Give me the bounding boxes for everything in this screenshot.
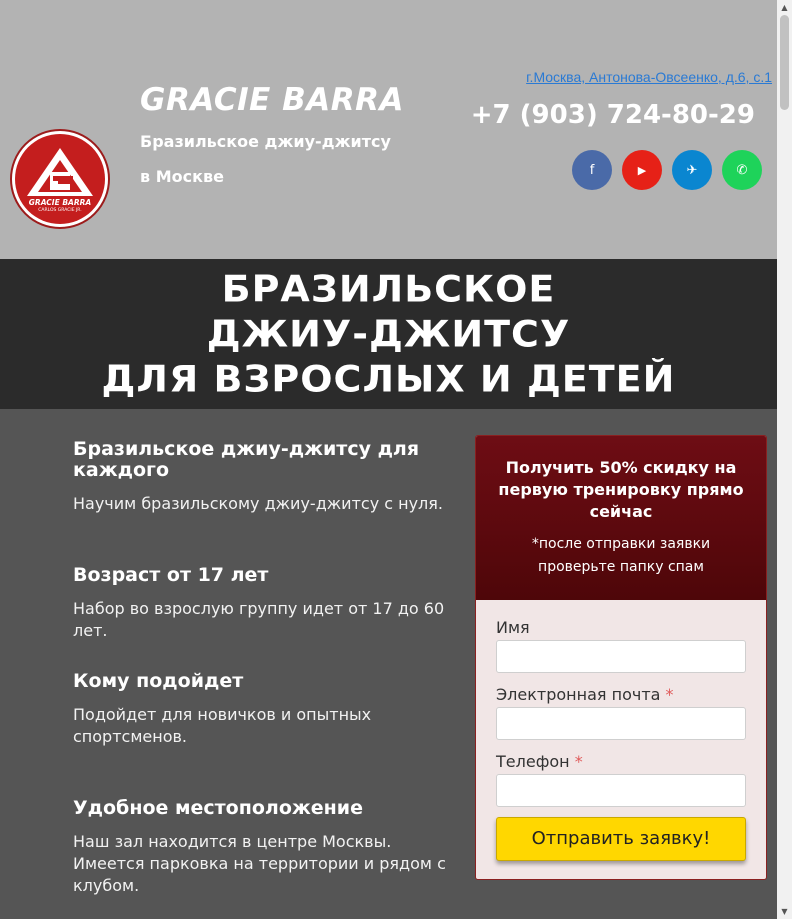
logo-emblem: [15, 134, 105, 224]
discount-form: [475, 435, 767, 880]
feature-item: [73, 798, 453, 897]
brand-subtitle: Бразильское джиу-джитсу в Москве: [140, 132, 391, 186]
whatsapp-icon[interactable]: [722, 150, 762, 190]
feature-text: Подойдет для новичков и опытных спортсменов.: [73, 705, 372, 746]
form-header: [476, 436, 766, 600]
feature-title: Удобное местоположение: [73, 797, 364, 819]
feature-text: Набор во взрослую группу идет от 17 до 60 лет.: [73, 599, 445, 640]
form-note: *после отправки заявки проверьте папку спам: [531, 536, 711, 575]
youtube-glyph: ▶: [637, 163, 647, 177]
gracie-barra-logo[interactable]: [10, 129, 110, 229]
name-label: [496, 618, 530, 637]
feature-text: Научим бразильскому джиу-джитсу с нуля.: [73, 494, 443, 513]
logo-text-brand: GRACIE BARRA: [28, 198, 92, 207]
logo-g-icon: [23, 146, 97, 198]
hero-line-2: ДЖИУ-ДЖИТСУ: [206, 313, 571, 355]
email-label-text: Электронная почта: [496, 685, 661, 704]
feature-title: Кому подойдет: [73, 670, 244, 692]
name-field[interactable]: [496, 640, 746, 673]
telegram-glyph: ✈: [686, 162, 698, 178]
whatsapp-glyph: ✆: [736, 162, 748, 178]
feature-title: Возраст от 17 лет: [73, 564, 269, 586]
scroll-thumb[interactable]: [780, 15, 789, 110]
submit-button[interactable]: Отправить заявку!: [496, 817, 746, 861]
required-mark: *: [574, 752, 583, 771]
address-link[interactable]: г.Москва, Антонова-Овсеенко, д.6, с.1: [526, 69, 772, 85]
scroll-up-icon[interactable]: ▲: [781, 3, 788, 12]
telegram-icon[interactable]: [672, 150, 712, 190]
hero-line-3: ДЛЯ ВЗРОСЛЫХ И ДЕТЕЙ: [101, 358, 676, 400]
email-label: [496, 685, 674, 704]
site-header: [0, 0, 777, 259]
required-mark: *: [665, 685, 674, 704]
phone-label: [496, 752, 583, 771]
hero-line-1: БРАЗИЛЬСКОЕ: [221, 268, 556, 310]
scroll-down-icon[interactable]: ▼: [781, 907, 788, 916]
hero-banner: [0, 259, 777, 409]
facebook-icon[interactable]: [572, 150, 612, 190]
phone-field[interactable]: [496, 774, 746, 807]
feature-item: [73, 565, 453, 642]
page-scrollbar[interactable]: [777, 0, 792, 919]
email-field[interactable]: [496, 707, 746, 740]
form-heading: Получить 50% скидку на первую тренировку прямо сейчас: [498, 458, 744, 521]
feature-item: [73, 671, 453, 748]
logo-text-founder: CARLOS GRACIE JR.: [38, 208, 82, 213]
name-label-text: Имя: [496, 618, 530, 637]
feature-text: Наш зал находится в центре Москвы. Имеется парковка на территории и рядом с клубом.: [73, 832, 446, 895]
phone-number[interactable]: +7 (903) 724-80-29: [470, 100, 755, 130]
feature-item: [73, 439, 453, 515]
phone-label-text: Телефон: [496, 752, 570, 771]
facebook-glyph: f: [589, 162, 595, 178]
feature-title: Бразильское джиу-джитсу для каждого: [73, 438, 420, 481]
youtube-icon[interactable]: [622, 150, 662, 190]
brand-title[interactable]: GRACIE BARRA: [140, 82, 404, 118]
